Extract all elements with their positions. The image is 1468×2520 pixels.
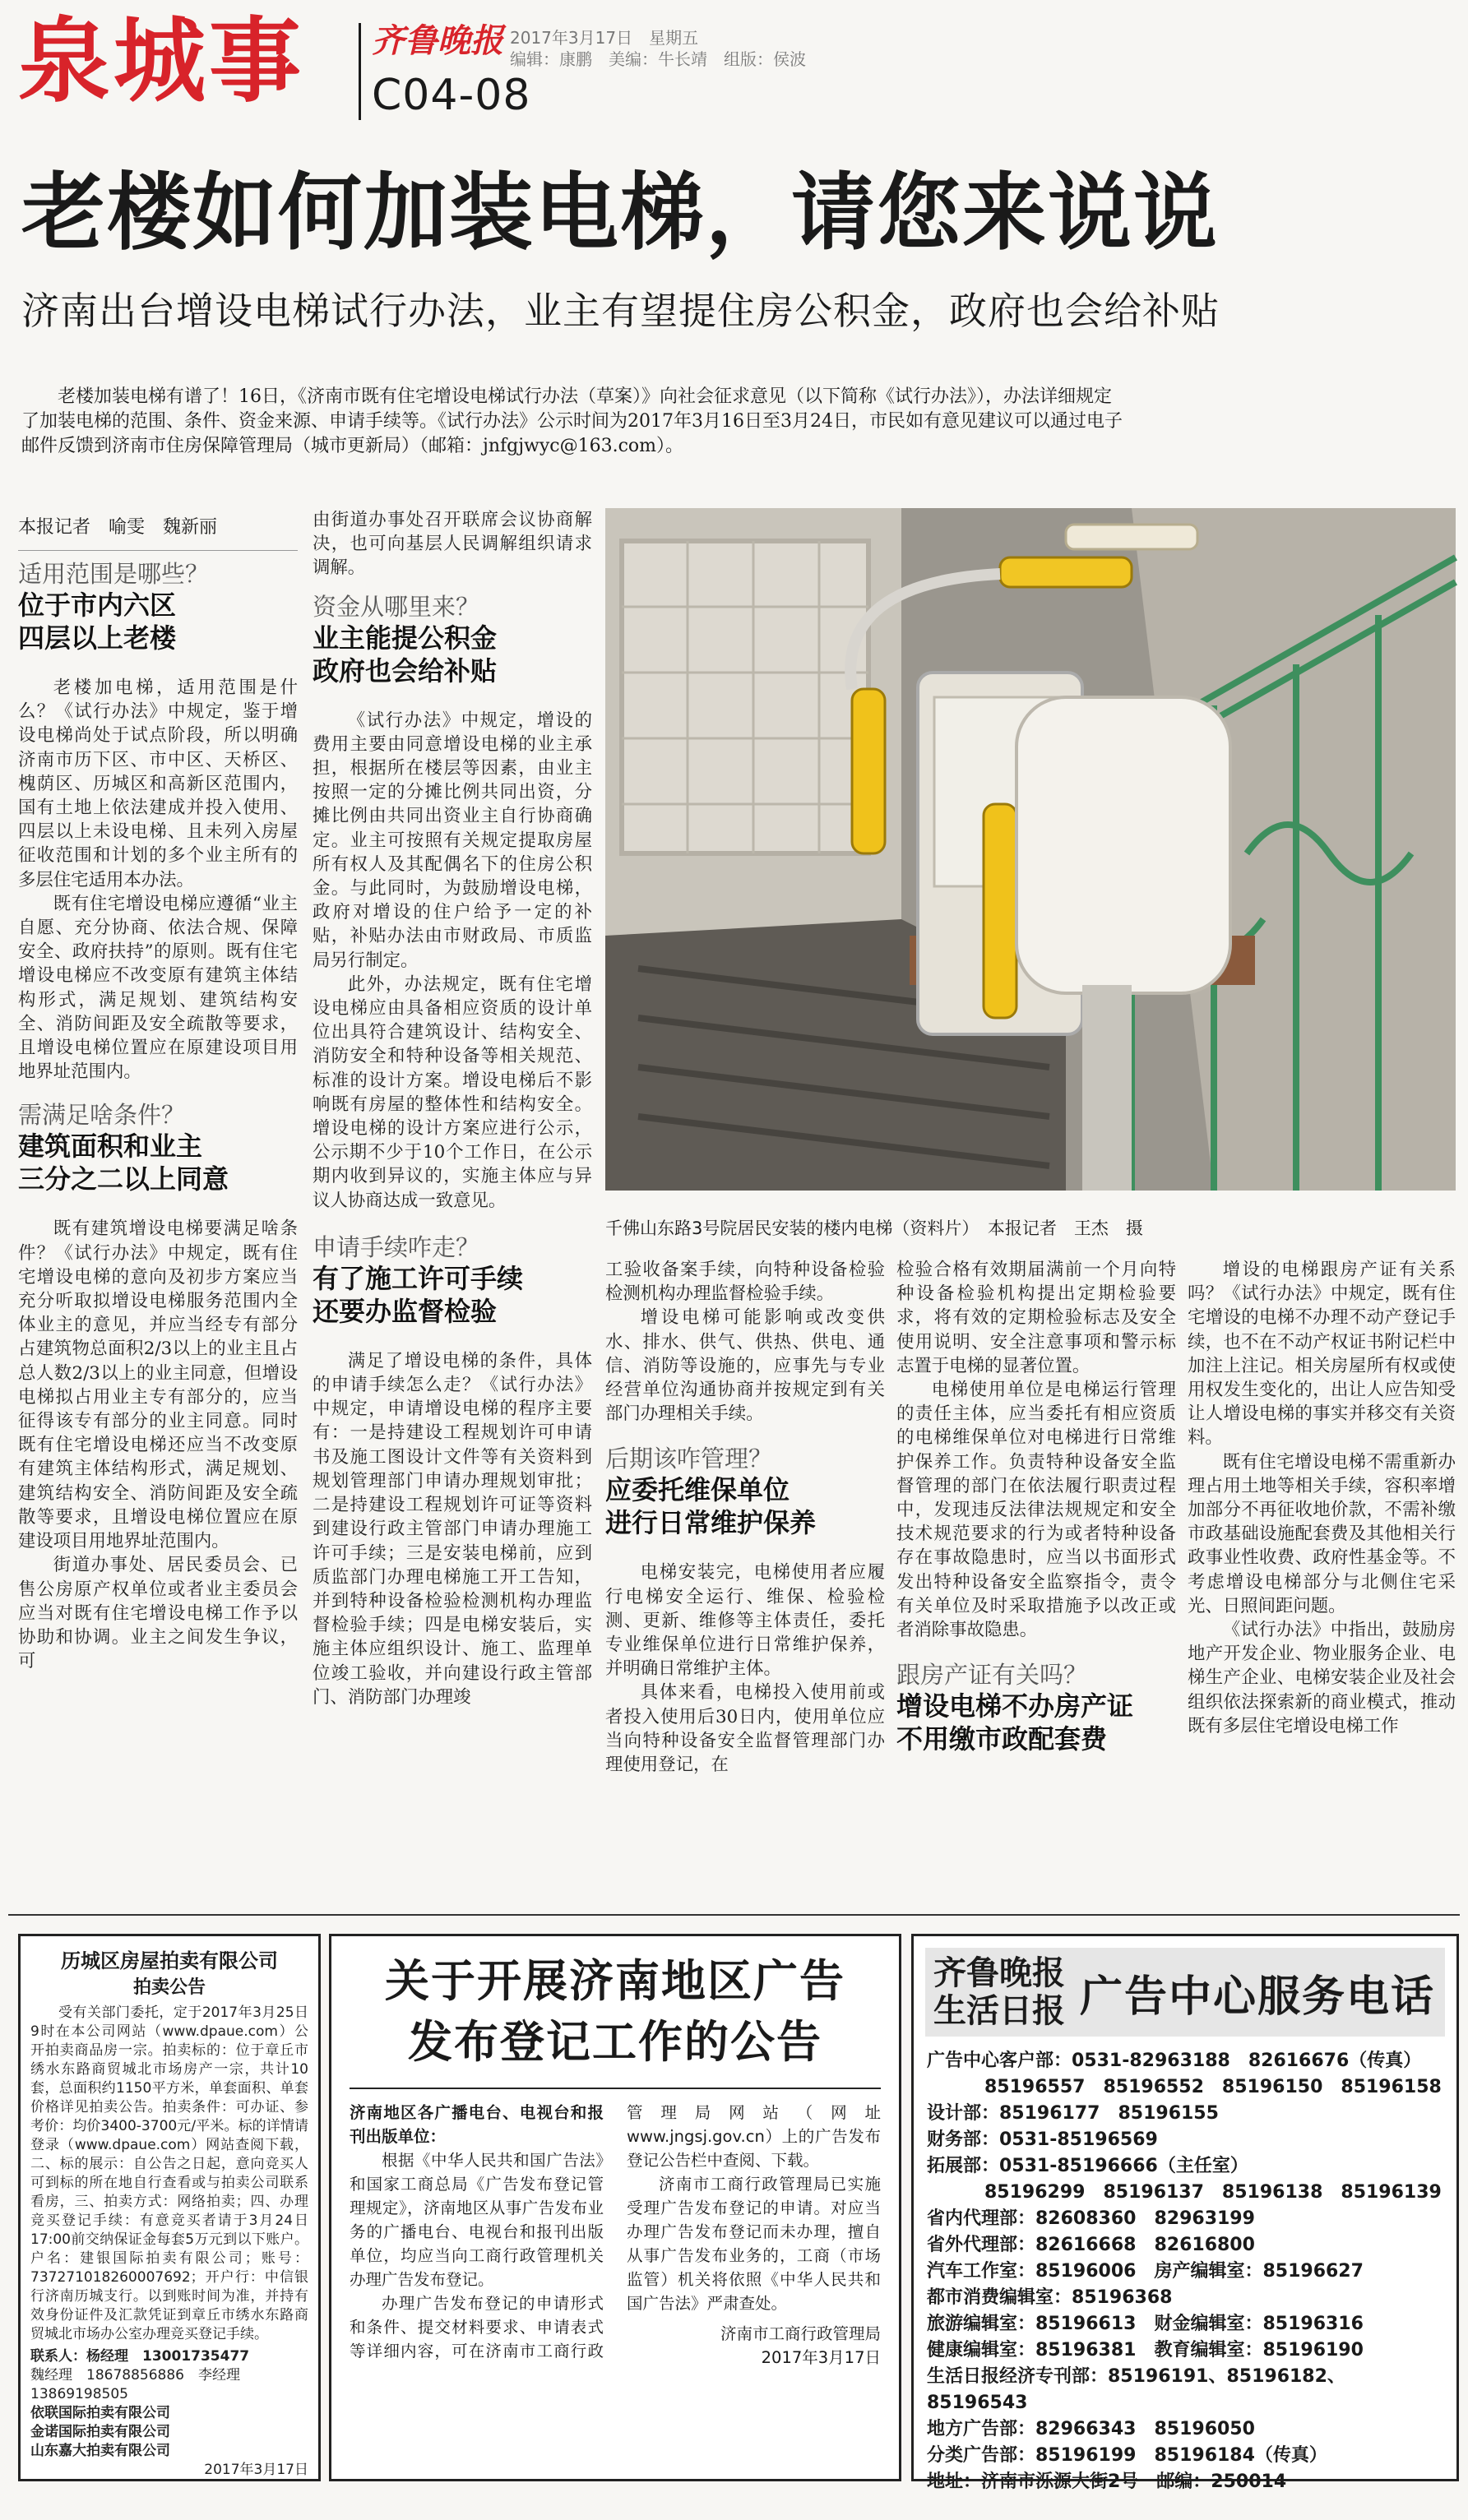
section-answer: 三分之二以上同意 — [18, 1163, 229, 1195]
paragraph: 检验合格有效期届满前一个月向特种设备检验机构提出定期检验要求，将有效的定期检验标志及安全使用说明、安全注意事项和警示标志置于电梯的显著位置。 — [896, 1260, 1176, 1376]
section-question: 跟房产证有关吗？ — [896, 1661, 1088, 1690]
paragraph: 具体来看，电梯投入使用前或者投入使用后30日内，使用单位应当向特种设备安全监督管理部门办理使用登记，在 — [605, 1682, 885, 1776]
paragraph: 既有建筑增设电梯要满足啥条件？《试行办法》中规定，既有住宅增设电梯的意向及初步方案应当充分听取拟增设电梯服务范围内全体业主的意见，并应当经专有部分占建筑物总面积2/3以上的业主且占总人数2/3以上的业主同意，但增设电梯拟占用业主专有部分的，应当征得该专有部分的业主同意。同时既有住宅增设电梯还应当不改变原有建筑主体结构形式，满足规划、建筑结构安全、消防间距及安全疏散等要求，且增设电梯位置应在原建设项目用地界址范围内。 — [18, 1218, 298, 1552]
hotline-line: 拓展部：0531-85196666（主任室） — [927, 2156, 1248, 2176]
masthead-divider — [359, 23, 361, 120]
section-divider — [8, 1914, 1460, 1916]
notice-title-line1: 关于开展济南地区广告 — [385, 1955, 845, 2007]
hotline-list — [914, 2048, 1456, 2495]
paragraph: 电梯安装完，电梯使用者应履行电梯安全运行、维保、检验检测、更新、维修等主体责任，委托专业维保单位进行日常维护保养，并明确日常维护主体。 — [605, 1562, 885, 1680]
section-answer: 还要办监督检验 — [313, 1295, 498, 1327]
headline: 老楼如何加装电梯，请您来说说 — [21, 164, 1219, 262]
notice-salutation: 济南地区各广播电台、电视台和报刊出版单位： — [350, 2103, 604, 2146]
body-text — [18, 1217, 298, 1673]
ad-phones: 魏经理 18678856886 李经理 13869198505 — [30, 2367, 254, 2402]
hotline-line: 85196557 85196552 85196150 85196158 — [984, 2077, 1442, 2097]
stair-lift-photo — [605, 508, 1456, 1191]
brand-shenghuo: 生活日报 — [933, 1992, 1065, 2030]
hotline-line: 都市消费编辑室：85196368 — [927, 2287, 1173, 2308]
paragraph: 增设的电梯跟房产证有关系吗？《试行办法》中规定，既有住宅增设的电梯不办理不动产登记手续，也不在不动产权证书附记栏中加注上注记。相关房屋所有权或使用权发生变化的，出让人应告知受让人增设电梯的事实并移交有关资料。 — [1188, 1260, 1456, 1449]
section-answer: 位于市内六区 — [18, 590, 177, 621]
subheadline: 济南出台增设电梯试行办法，业主有望提住房公积金，政府也会给补贴 — [21, 289, 1220, 333]
section-question: 申请手续咋走？ — [313, 1232, 480, 1261]
body-text — [1188, 1258, 1456, 1738]
article-column-1 — [18, 513, 298, 1673]
ad-contact: 联系人：杨经理 13001735477 — [30, 2348, 250, 2365]
section-answer: 四层以上老楼 — [18, 622, 177, 654]
auction-notice-ad — [18, 1934, 321, 2481]
photo-caption: 千佛山东路3号院居民安装的楼内电梯（资料片） 本报记者 王杰 摄 — [605, 1218, 1143, 1238]
hotline-line: 设计部：85196177 85196155 — [927, 2103, 1219, 2124]
ad-company: 依联国际拍卖有限公司 — [30, 2405, 170, 2421]
notice-paragraph: 根据《中华人民共和国广告法》和国家工商总局《广告发布登记管理规定》，济南地区从事广告发布业务的广播电台、电视台和报刊出版单位，均应当向工商行政管理机关办理广告发布登记。 — [350, 2151, 604, 2289]
hotline-line: 汽车工作室：85196006 房产编辑室：85196627 — [927, 2261, 1364, 2282]
hotline-line: 地址：济南市泺源大街2号 邮编：250014 — [927, 2471, 1287, 2492]
paragraph: 增设电梯可能影响或改变供水、排水、供气、供热、供电、通信、消防等设施的，应事先与专业经营单位沟通协商并按规定到有关部门办理相关手续。 — [605, 1307, 885, 1425]
section-answer: 增设电梯不办房产证 — [896, 1690, 1134, 1722]
section-answer: 不用缴市政配套费 — [896, 1723, 1108, 1755]
date-line: 2017年3月17日 星期五 — [510, 28, 699, 48]
ad-hotline-box — [911, 1934, 1459, 2492]
hotline-line: 省外代理部：82616668 82616800 — [927, 2235, 1255, 2255]
paragraph: 此外，办法规定，既有住宅增设电梯应由具备相应资质的设计单位出具符合建筑设计、结构安全、消防安全和特种设备等相关规范、标准的设计方案。增设电梯后不影响既有房屋的整体性和结构安全。增设电梯的设计方案应进行公示，公示期不少于10个工作日，在公示期内收到异议的，实施主体应与异议人协商达成一致意见。 — [313, 973, 592, 1211]
section-answer: 进行日常维护保养 — [605, 1507, 817, 1539]
notice-signature: 济南市工商行政管理局 — [720, 2324, 881, 2343]
paragraph: 街道办事处、居民委员会、已售公房原产权单位或者业主委员会应当对既有住宅增设电梯工作予以协助和协调。业主之间发生争议，可 — [18, 1555, 298, 1672]
hotline-line: 省内代理部：82608360 82963199 — [927, 2208, 1255, 2229]
section-answer: 应委托维保单位 — [605, 1474, 790, 1506]
hotline-title: 广告中心服务电话 — [1080, 1972, 1436, 2022]
ad-title: 历城区房屋拍卖有限公司 — [61, 1949, 278, 1972]
byline: 本报记者 喻雯 魏新丽 — [18, 517, 218, 538]
hotline-line: 地方广告部：82966343 85196050 — [927, 2419, 1255, 2439]
paragraph: 满足了增设电梯的条件，具体的申请手续怎么走？《试行办法》中规定，申请增设电梯的程序主要有：一是持建设工程规划许可申请书及施工图设计文件等有关资料到规划管理部门申请办理规划审批；二是持建设工程规划许可证等资料到建设行政主管部门申请办理施工许可手续；三是安装电梯前，应到质监部门办理电梯施工开工告知，并到特种设备检验检测机构办理监督检验手续；四是电梯安装后，实施主体应组织设计、施工、监理单位竣工验收，并向建设行政主管部门、消防部门办理竣 — [313, 1350, 592, 1708]
article-column-3 — [605, 1258, 885, 1777]
article-column-4 — [896, 1258, 1176, 1755]
body-text — [313, 508, 592, 580]
paragraph: 由街道办事处召开联席会议协商解决，也可向基层人民调解组织请求调解。 — [313, 510, 592, 579]
section-question: 资金从哪里来？ — [313, 592, 480, 621]
section-question: 后期该咋管理？ — [605, 1445, 773, 1473]
article-column-2 — [313, 508, 592, 1709]
page-number: C04-08 — [372, 71, 531, 120]
ad-date: 2017年3月17日 — [204, 2462, 308, 2478]
hotline-header — [925, 1948, 1445, 2037]
hotline-line: 85196299 85196137 85196138 85196139 — [984, 2182, 1442, 2203]
paper-logo: 齐鲁晚报 — [372, 21, 503, 60]
notice-date: 2017年3月17日 — [761, 2348, 881, 2367]
body-text — [605, 1561, 885, 1777]
body-text — [18, 676, 298, 1084]
brand-qilu: 齐鲁晚报 — [933, 1954, 1065, 1992]
ad-company: 金诺国际拍卖有限公司 — [30, 2424, 170, 2440]
ad-company: 山东嘉大拍卖有限公司 — [30, 2443, 170, 2459]
notice-title-line2: 发布登记工作的公告 — [408, 2016, 822, 2068]
brand-names — [933, 1954, 1065, 2030]
ad-subtitle: 拍卖公告 — [132, 1977, 206, 1998]
editor-line: 编辑：康鹏 美编：牛长靖 组版：侯波 — [510, 49, 806, 69]
hotline-line: 分类广告部：85196199 85196184（传真） — [927, 2445, 1327, 2466]
paragraph: 工验收备案手续，向特种设备检验检测机构办理监督检验手续。 — [605, 1260, 885, 1305]
body-text — [896, 1258, 1176, 1642]
section-answer: 有了施工许可手续 — [313, 1262, 524, 1294]
hotline-line: 生活日报经济专刊部：85196191、85196182、85196543 — [927, 2366, 1345, 2413]
hotline-line: 广告中心客户部：0531-82963188 82616676（传真） — [927, 2051, 1422, 2071]
paragraph: 《试行办法》中指出，鼓励房地产开发企业、物业服务企业、电梯生产企业、电梯安装企业及社会组织依法探索新的商业模式，推动既有多层住宅增设电梯工作 — [1188, 1620, 1456, 1736]
hotline-line: 旅游编辑室：85196613 财金编辑室：85196316 — [927, 2314, 1364, 2334]
paragraph: 《试行办法》中规定，增设的费用主要由同意增设电梯的业主承担，根据所在楼层等因素，由业主按照一定的分摊比例共同出资，分摊比例由共同出资业主自行协商确定。业主可按照有关规定提取房屋所有权人及其配偶名下的住房公积金。与此同时，为鼓励增设电梯，政府对增设的住户给予一定的补贴，补贴办法由市财政局、市质监局另行制定。 — [313, 710, 592, 971]
body-text — [605, 1258, 885, 1426]
section-question: 适用范围是哪些？ — [18, 560, 210, 588]
section-answer: 政府也会给补贴 — [313, 654, 498, 687]
section-title: 泉城事 — [18, 8, 304, 115]
paragraph: 老楼加电梯，适用范围是什么？《试行办法》中规定，鉴于增设电梯尚处于试点阶段，所以明确济南市历下区、市中区、天桥区、槐荫区、历城区和高新区范围内，国有土地上依法建成并投入使用、四层以上未设电梯、且未列入房屋征收范围和计划的多个业主所有的多层住宅适用本办法。 — [18, 677, 298, 890]
hotline-line: 财务部：0531-85196569 — [927, 2129, 1158, 2150]
paragraph: 电梯使用单位是电梯运行管理的责任主体，应当委托有相应资质的电梯维保单位对电梯进行日常维护保养工作。负责特种设备安全监督管理的部门在依法履行职责过程中，发现违反法律法规规定和安全技术规范要求的行为或者特种设备存在事故隐患时，应当以书面形式发出特种设备安全监察指令，责令有关单位及时采取措施予以改正或者消除事故隐患。 — [896, 1380, 1176, 1641]
section-answer: 业主能提公积金 — [313, 622, 498, 654]
notice-paragraph: 济南市工商行政管理局已实施受理广告发布登记的申请。对应当办理广告发布登记而未办理，擅自从事广告发布业务的，工商（市场监管）机关将依照《中华人民共和国广告法》严肃查处。 — [627, 2175, 881, 2313]
lead-paragraph: 老楼加装电梯有谱了！16日，《济南市既有住宅增设电梯试行办法（草案）》向社会征求意见（以下简称《试行办法》），办法详细规定了加装电梯的范围、条件、资金来源、申请手续等。《试行办法》公示时间为2017年3月16日至3月24日，市民如有意见建议可以通过电子邮件反馈到济南市住房保障管理局（城市更新局）（邮箱：jnfgjwyc@163.com）。 — [21, 386, 1123, 456]
section-question: 需满足啥条件？ — [18, 1101, 186, 1130]
photo-illustration — [605, 508, 1456, 1191]
advertising-notice — [329, 1934, 901, 2481]
ad-body: 受有关部门委托，定于2017年3月25日9时在本公司网站（www.dpaue.com）公开拍卖商品房一宗。拍卖标的：位于章丘市绣水东路商贸城北市场房产一宗，共计10套，总面积约1150平方米，单套面积、单套价格详见拍卖公告。拍卖条件：可办证、参考价：均价3400-3700元/平米。标的详情请登录（www.dpaue.com）网站查阅下载，二、标的展示：自公告之日起，意向竞买人可到标的所在地自行查看或与拍卖公司联系看房，三、拍卖方式：网络拍卖；四、办理竞买登记手续：有意竞买者请于3月24日17:00前交纳保证金每套5万元到以下账户。户名：建银国际拍卖有限公司；账号：737271018260007692；开户行：中信银行济南历城支行。以到账时间为准，并持有效身份证件及汇款凭证到章丘市绣水东路商贸城北市场办公室办理竞买登记手续。 — [30, 2004, 308, 2342]
hotline-line: 健康编辑室：85196381 教育编辑室：85196190 — [927, 2340, 1364, 2360]
notice-paragraph: 办理广告发布登记的申请形式和条件、提交材料要求、申请表式等详细内容，可在济南市工商行政管理局网站（网址www.jngsj.gov.cn）上的广告发布登记公告栏中查阅、下载。 — [350, 2103, 881, 2360]
paragraph: 既有住宅增设电梯不需重新办理占用土地等相关手续，容积率增加部分不再征收地价款，不需补缴市政基础设施配套费及其他相关行政事业性收费、政府性基金等。不考虑增设电梯部分与北侧住宅采光、日照间距问题。 — [1188, 1451, 1456, 1616]
body-text — [313, 1349, 592, 1709]
paragraph: 既有住宅增设电梯应遵循“业主自愿、充分协商、依法合规、保障安全、政府扶持”的原则。既有住宅增设电梯应不改变原有建筑主体结构形式，满足规划、建筑结构安全、消防间距及安全疏散等要求，且增设电梯位置应在原建设项目用地界址范围内。 — [18, 893, 298, 1083]
body-text — [313, 709, 592, 1213]
article-column-5 — [1188, 1258, 1456, 1738]
section-answer: 建筑面积和业主 — [18, 1131, 203, 1163]
notice-body — [331, 2101, 899, 2370]
